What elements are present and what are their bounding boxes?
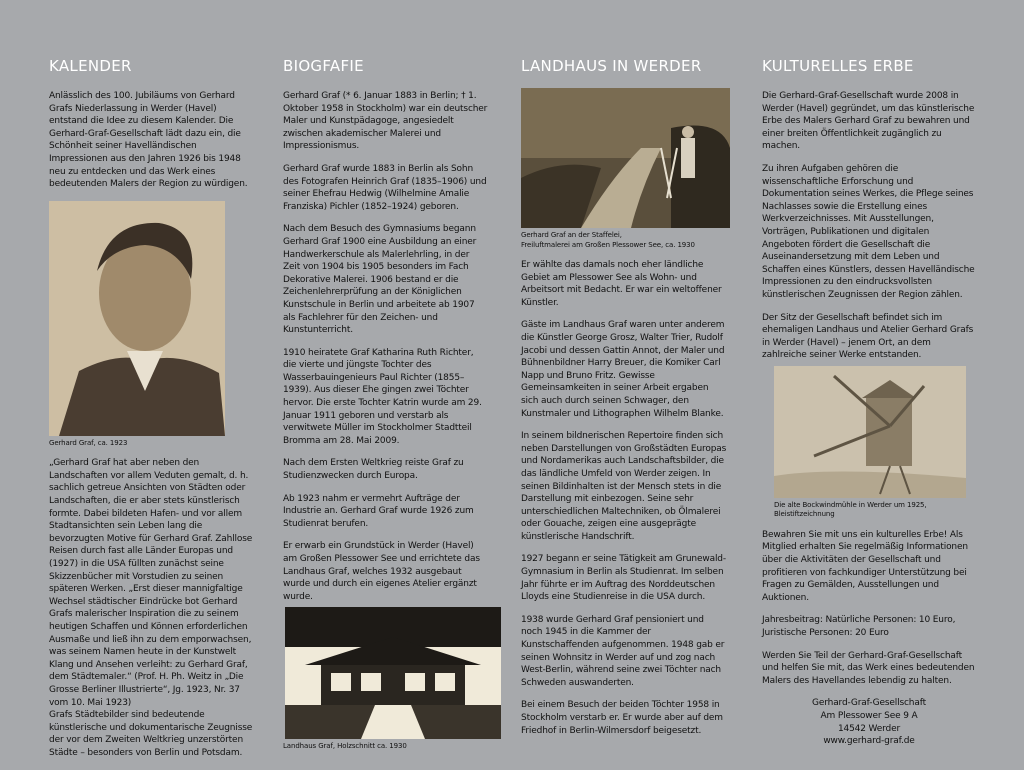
windmill-caption: Die alte Bockwindmühle in Werder um 1925, Bleistiftzeichnung <box>774 500 927 519</box>
windmill-drawing <box>774 366 966 498</box>
column-kulturelles-erbe <box>762 56 976 758</box>
column-kalender <box>49 56 255 770</box>
easel-photo <box>521 88 730 228</box>
website-link[interactable]: www.gerhard-graf.de <box>823 736 915 747</box>
bio-paragraph: Nach dem Ersten Weltkrieg reiste Graf zu Studienzwecken durch Europa. <box>283 458 464 482</box>
column-biografie <box>283 56 489 761</box>
erbe-paragraph: Der Sitz der Gesellschaft befindet sich im ehemaligen Landhaus und Atelier Gerhard Grafs in Werder (Havel) – jenem Ort, an dem zahlreiche seiner Werke entstanden. <box>762 312 974 361</box>
portrait-caption: Gerhard Graf, ca. 1923 <box>49 438 128 447</box>
address-line: Gerhard-Graf-Gesellschaft <box>812 698 926 709</box>
heading-landhaus: LANDHAUS IN WERDER <box>521 57 702 75</box>
fee-paragraph: Jahresbeitrag: Natürliche Personen: 10 Euro, Juristische Personen: 20 Euro <box>762 615 956 639</box>
landhaus-paragraph: 1927 begann er seine Tätigkeit am Grunewald-Gymnasium in Berlin als Studienrat. Im selben Jahr führte er im Auftrag des Norddeutschen Lloyds eine Studienreise in die USA durch. <box>521 554 726 603</box>
portrait-photo <box>49 201 225 436</box>
column-landhaus <box>521 57 727 747</box>
bio-paragraph: Gerhard Graf wurde 1883 in Berlin als Sohn des Fotografen Heinrich Graf (1835–1906) und seiner Ehefrau Hedwig (Wilhelmine Amalie Franziska) Pichler (1852–1924) geboren. <box>283 163 487 212</box>
address-line: Am Plessower See 9 A <box>820 711 918 721</box>
woodcut-image <box>285 607 501 739</box>
landhaus-paragraph: Bei einem Besuch der beiden Töchter 1958 in Stockholm verstarb er. Er wurde aber auf dem Friedhof in Berlin-Wilmersdorf beigesetzt. <box>521 700 723 736</box>
address-block <box>762 697 976 747</box>
join-paragraph: Werden Sie Teil der Gerhard-Graf-Gesellschaft und helfen Sie mit, das Werk eines bedeutenden Malers des Havellandes lebendig zu halten. <box>762 650 975 686</box>
landhaus-paragraph: 1938 wurde Gerhard Graf pensioniert und noch 1945 in die Kammer der Kunstschaffenden aufgenommen. 1948 gab er seinen Wohnsitz in Werder auf und zog nach West-Berlin, während seine zwei Töchter nach Schweden auswanderten. <box>521 614 725 688</box>
bio-paragraph: Ab 1923 nahm er vermehrt Aufträge der Industrie an. Gerhard Graf wurde 1926 zum Studienrat berufen. <box>283 493 474 529</box>
intro-paragraph: Anlässlich des 100. Jubiläums von Gerhard Grafs Niederlassung in Werder (Havel) entstand die Idee zu diesem Kalender. Die Gerhard-Graf-Gesellschaft lädt dazu ein, die Schönheit seiner Havelländischen Impressionen aus den Jahren 1926 bis 1948 neu zu entdecken und das Werk eines bedeutenden Malers der Region zu würdigen. <box>49 91 248 190</box>
bio-paragraph: Nach dem Besuch des Gymnasiums begann Gerhard Graf 1900 eine Ausbildung an einer Handwerkerschule als Malerlehrling, in der Zeit von 1904 bis 1905 besonders im Fach Dekorative Malerei. 1906 bestand er die Zeichenlehrerprüfung an der Königlichen Kunstschule in Berlin und arbeitete ab 1907 als Fachlehrer für den Zeichen- und Kunstunterricht. <box>283 224 477 336</box>
closing-paragraph: Grafs Städtebilder sind bedeutende künstlerische und dokumentarische Zeugnisse der vor dem Zweiten Weltkrieg unzerstörten Städte – besonders von Berlin und Potsdam. <box>49 710 253 758</box>
erbe-paragraph: Die Gerhard-Graf-Gesellschaft wurde 2008 in Werder (Havel) gegründet, um das künstlerische Erbe des Malers Gerhard Graf zu bewahren und einer breiten Öffentlichkeit zugänglich zu machen. <box>762 91 975 152</box>
landhaus-paragraph: In seinem bildnerischen Repertoire finden sich neben Darstellungen von Großstädten Europas und Nordamerikas auch Landschaftsbilder, die das ländliche Umfeld von Werder zeigen. In seinen Bildinhalten ist der Mensch stets in die Darstellung mit einbezogen. Seine sehr unterschiedlichen Maltechniken, ob Ölmalerei oder Gouache, zeigen eine ausgeprägte künstlerische Handschrift. <box>521 431 727 542</box>
bio-paragraph: Gerhard Graf (* 6. Januar 1883 in Berlin; † 1. Oktober 1958 in Stockholm) war ein deutscher Maler und Kunstpädagoge, angesiedelt zwischen akademischer Malerei und Impressionismus. <box>283 91 488 152</box>
heading-biografie: BIOGFAFIE <box>283 57 364 75</box>
woodcut-caption: Landhaus Graf, Holzschnitt ca. 1930 <box>283 742 407 751</box>
erbe-paragraph: Zu ihren Aufgaben gehören die wissenschaftliche Erforschung und Dokumentation seines Werkes, die Pflege seines Nachlasses sowie die Erstellung eines Werkverzeichnisses. Mit Ausstellungen, Vorträgen, Publikationen und digitalen Angeboten fördert die Gesellschaft die Auseinandersetzung mit dem Leben und Schaffen eines Künstlers, dessen Havelländische Impressionen zu den eindrucksvollsten künstlerischen Zeugnissen der Region zählen. <box>762 163 975 300</box>
heading-kalender: KALENDER <box>49 57 132 75</box>
landhaus-paragraph: Gäste im Landhaus Graf waren unter anderem die Künstler George Grosz, Walter Trier, Rudolf Jacobi und dessen Gattin Annot, der Maler und Bühnenbildner Harry Breuer, die Komiker Carl Napp und Bruno Fritz. Gewisse Gemeinsamkeiten in seiner Arbeit ergaben sich auch durch seinen Schwager, den Kunstmaler und Lithographen Wilhelm Blanke. <box>521 320 725 419</box>
membership-paragraph: Bewahren Sie mit uns ein kulturelles Erbe! Als Mitglied erhalten Sie regelmäßig Informationen über die Aktivitäten der Gesellschaft und profitieren von fachkundiger Unterstützung bei Fragen zu Gemälden, Ausstellungen und Auktionen. <box>762 529 968 603</box>
easel-caption: Gerhard Graf an der Staffelei, Freiluftmalerei am Großen Plessower See, ca. 1930 <box>521 231 695 249</box>
heading-kulturelles-erbe: KULTURELLES ERBE <box>762 57 914 75</box>
address-line: 14542 Werder <box>837 723 901 734</box>
landhaus-paragraph: Er wählte das damals noch eher ländliche Gebiet am Plessower See als Wohn- und Arbeitsort mit Bedacht. Er war ein weltoffener Künstler. <box>521 260 722 308</box>
bio-paragraph: Er erwarb ein Grundstück in Werder (Havel) am Großen Plessower See und errichtete das Landhaus Graf, welches 1932 ausgebaut wurde und durch ein eigenes Atelier ergänzt wurde. <box>283 541 480 602</box>
bio-paragraph: 1910 heiratete Graf Katharina Ruth Richter, die vierte und jüngste Tochter des Wasserbauingenieurs Paul Richter (1855–1939). Aus dieser Ehe gingen zwei Töchter hervor. Die erste Tochter Katrin wurde am 29. Januar 1911 geboren und verstarb als verwitwete Müller im Stockholmer Stadtteil Bromma am 28. Mai 2009. <box>283 347 482 446</box>
quote-paragraph: „Gerhard Graf hat aber neben den Landschaften vor allem Veduten gemalt, d. h. sachlich getreue Ansichten von Städten oder Landschaften, die er aber stets künstlerisch formte. Dabei bildeten Hafen- und vor allem Stadtansichten sein Leben lang die bevorzugten Motive für Gerhard Graf. Zahllose Reisen durch fast alle Länder Europas und (1927) in die USA füllten zunächst seine Skizzenbücher mit Vorstudien zu seinen späteren Werken. „Erst dieser mannigfaltige Wechsel städtischer Eindrücke bot Gerhard Grafs malerischer Inspiration die zu seinem heutigen Schaffen und Können erforderlichen Ausmaße und ließ ihn zu dem emporwachsen, was seinem Namen heute in der Kunstwelt Klang und Ansehen verleiht: zu Gerhard Graf, dem Städtemaler.“ (Prof. H. Ph. Weitz in „Die Grosse Berliner Illustrierte“, Jg. 1923, Nr. 37 vom 10. Mai 1923) <box>49 458 253 708</box>
